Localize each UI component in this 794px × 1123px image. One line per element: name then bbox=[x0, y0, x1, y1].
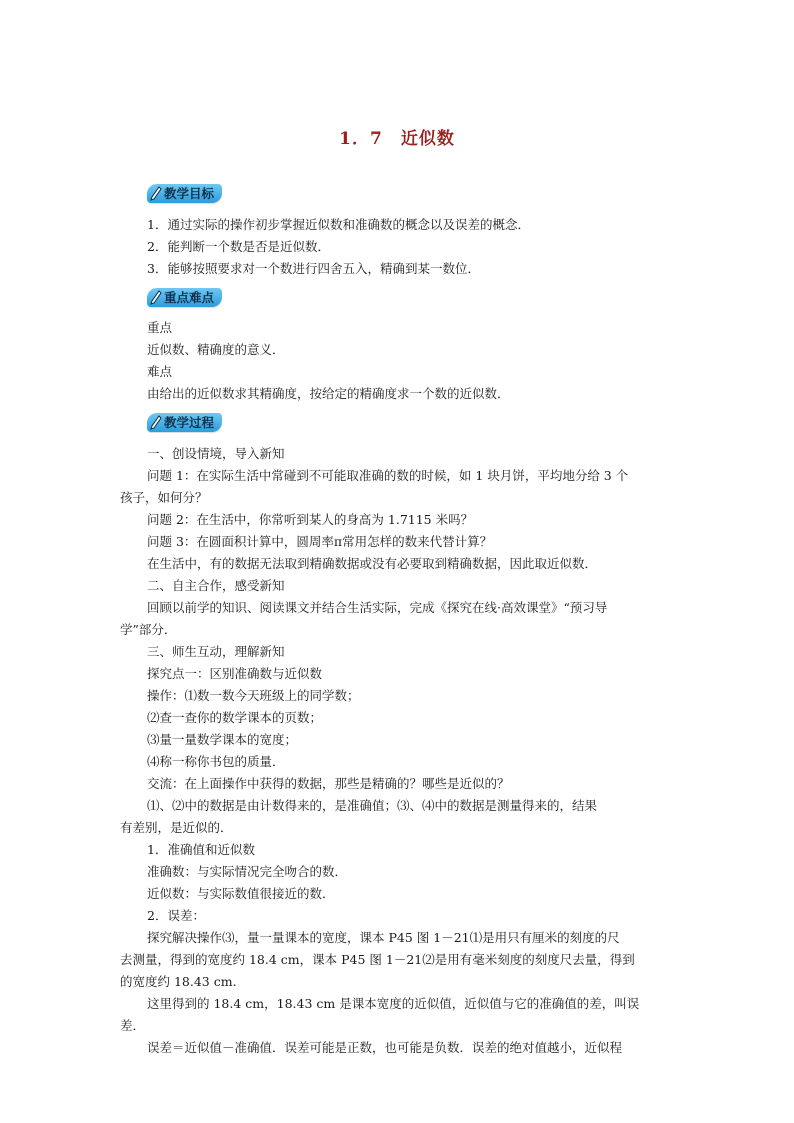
keypoint-line: 重点 bbox=[147, 320, 173, 335]
section-badge-keypoints bbox=[147, 288, 222, 307]
process-line: ⑷称一称你书包的质量． bbox=[147, 754, 285, 769]
pen-icon bbox=[150, 415, 162, 430]
process-line: 误差＝近似值－准确值．误差可能是正数，也可能是负数．误差的绝对值越小，近似程 bbox=[147, 1040, 623, 1055]
process-line: 交流：在上面操作中获得的数据，那些是精确的？哪些是近似的？ bbox=[147, 776, 510, 791]
objective-line: 2．能判断一个数是否是近似数． bbox=[147, 239, 330, 254]
section-title: 重点难点 bbox=[164, 290, 215, 305]
process-line: 操作：⑴数一数今天班级上的同学数； bbox=[147, 688, 360, 703]
process-line: 学”部分． bbox=[120, 622, 177, 637]
process-line: 二、自主合作，感受新知 bbox=[147, 578, 285, 593]
process-line: 1．准确值和近似数 bbox=[147, 842, 255, 857]
process-line: 有差别，是近似的． bbox=[120, 820, 233, 835]
process-line: 问题 2：在生活中，你常听到某人的身高为 1.7115 米吗？ bbox=[147, 512, 474, 527]
keypoint-line: 难点 bbox=[147, 364, 173, 379]
section-title: 教学过程 bbox=[164, 415, 215, 430]
keypoint-line: 由给出的近似数求其精确度，按给定的精确度求一个数的近似数． bbox=[147, 386, 510, 401]
process-line: ⑶量一量数学课本的宽度； bbox=[147, 732, 298, 747]
pen-icon bbox=[150, 290, 162, 305]
process-line: 孩子，如何分？ bbox=[120, 490, 208, 505]
process-line: ⑵查一查你的数学课本的页数； bbox=[147, 710, 323, 725]
process-line: 探究点一：区别准确数与近似数 bbox=[147, 666, 323, 681]
process-line: 这里得到的 18.4 cm，18.43 cm 是课本宽度的近似值，近似值与它的准确值的差，叫误 bbox=[147, 996, 640, 1011]
process-line: 三、师生互动，理解新知 bbox=[147, 644, 285, 659]
section-title: 教学目标 bbox=[164, 186, 215, 201]
process-line: 在生活中，有的数据无法取到精确数据或没有必要取到精确数据，因此取近似数． bbox=[147, 556, 598, 571]
objective-line: 3．能够按照要求对一个数进行四舍五入，精确到某一数位． bbox=[147, 261, 480, 276]
process-line: 差． bbox=[120, 1018, 146, 1033]
process-line: 2．误差： bbox=[147, 908, 205, 923]
section-badge-objectives bbox=[147, 184, 222, 203]
page-title: 1．7 近似数 bbox=[339, 129, 455, 149]
process-line: 的宽度约 18.43 cm. bbox=[120, 974, 237, 989]
process-line: 回顾以前学的知识、阅读课文并结合生活实际，完成《探究在线·高效课堂》“预习导 bbox=[147, 600, 608, 615]
process-line: 问题 1：在实际生活中常碰到不可能取准确的数的时候，如 1 块月饼，平均地分给 3 个 bbox=[147, 468, 629, 483]
process-line: 探究解决操作⑶，量一量课本的宽度，课本 P45 图 1－21⑴是用只有厘米的刻度的尺 bbox=[147, 930, 620, 945]
process-line: 一、创设情境，导入新知 bbox=[147, 446, 285, 461]
keypoint-line: 近似数、精确度的意义． bbox=[147, 342, 285, 357]
pen-icon bbox=[150, 186, 162, 201]
process-line: 问题 3：在圆面积计算中，圆周率π常用怎样的数来代替计算？ bbox=[147, 534, 493, 549]
section-badge-process bbox=[147, 413, 222, 432]
objective-line: 1．通过实际的操作初步掌握近似数和准确数的概念以及误差的概念． bbox=[147, 217, 530, 232]
process-line: 去测量，得到的宽度约 18.4 cm，课本 P45 图 1－21⑵是用有毫米刻度的刻度尺去量，得到 bbox=[120, 952, 635, 967]
process-line: ⑴、⑵中的数据是由计数得来的，是准确值；⑶、⑷中的数据是测量得来的，结果 bbox=[147, 798, 598, 813]
process-line: 近似数：与实际数值很接近的数． bbox=[147, 886, 335, 901]
process-line: 准确数：与实际情况完全吻合的数． bbox=[147, 864, 348, 879]
